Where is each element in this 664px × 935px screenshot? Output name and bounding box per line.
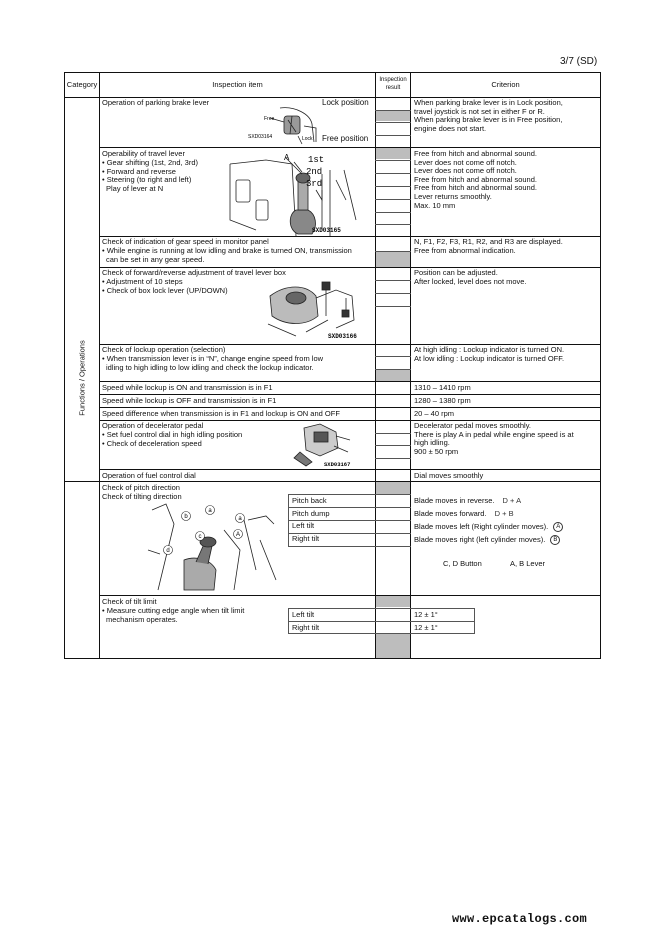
criterion-left-tilt: Blade moves left (Right cylinder moves). A: [414, 522, 563, 532]
criterion-speed-lockup-on: 1310 – 1410 rpm: [414, 383, 471, 392]
svg-text:A: A: [284, 153, 290, 162]
footer-website[interactable]: www.epcatalogs.com: [452, 912, 588, 926]
result-cell-shaded: [376, 148, 410, 159]
criterion-speed-difference: 20 – 40 rpm: [414, 409, 455, 418]
item-speed-difference: Speed difference when transmission is in F1 and lockup is ON and OFF: [102, 409, 340, 418]
item-travel-lever-details: • Gear shifting (1st, 2nd, 3rd) • Forward and reverse • Steering (to right and left) Play of lever at N: [102, 158, 199, 193]
page-number: 3/7 (SD): [560, 56, 598, 67]
combo-pitch-dump: D + B: [494, 509, 514, 518]
parking-brake-figure: [240, 102, 320, 146]
combo-right-tilt: B: [550, 535, 560, 545]
result-cell-shaded: [376, 369, 410, 381]
item-parking-brake-title: Operation of parking brake lever: [102, 98, 210, 107]
header-inspection-item: Inspection item: [212, 80, 263, 89]
result-cell-shaded: [376, 633, 410, 658]
sub-right-tilt: Right tilt: [292, 534, 320, 543]
criterion-travel-lever: Free from hitch and abnormal sound. Lever does not come off notch. Lever does not come off notch. Free from hitch and abnormal sound. Free from hitch and abnormal sound. Lever returns smoothly. Max. 10 mm: [414, 149, 537, 210]
sub-left-tilt: Left tilt: [292, 521, 315, 530]
item-fr-adjustment-details: • Adjustment of 10 steps • Check of box lock lever (UP/DOWN): [102, 277, 228, 295]
item-lockup-title: Check of lockup operation (selection): [102, 345, 226, 354]
criterion-tilt-limit-right: 12 ± 1°: [414, 623, 438, 632]
svg-text:Lock: Lock: [302, 136, 313, 142]
result-cell-shaded: [376, 596, 410, 607]
decelerator-figure: [290, 422, 360, 470]
svg-text:SXD03165: SXD03165: [312, 227, 341, 234]
svg-text:a: a: [208, 508, 212, 514]
combo-pitch-back: D + A: [502, 496, 522, 505]
svg-text:b: b: [184, 514, 188, 520]
parking-lock-label: Lock position: [322, 98, 369, 107]
svg-text:A: A: [235, 532, 241, 538]
item-decelerator-details: • Set fuel control dial in high idling position • Check of deceleration speed: [102, 430, 243, 448]
fr-adjustment-figure: [266, 276, 374, 342]
item-fuel-dial: Operation of fuel control dial: [102, 471, 196, 480]
item-travel-lever-title: Operability of travel lever: [102, 149, 185, 158]
sub-tilt-limit-left: Left tilt: [292, 610, 315, 619]
item-tilt-limit-details: • Measure cutting edge angle when tilt limit mechanism operates.: [102, 606, 245, 624]
svg-text:a: a: [238, 516, 242, 522]
svg-text:SXD03166: SXD03166: [328, 333, 357, 340]
header-inspection-result: Inspection result: [379, 77, 407, 91]
item-decelerator-title: Operation of decelerator pedal: [102, 421, 204, 430]
svg-text:SXD03167: SXD03167: [324, 461, 351, 468]
item-lockup-details: • When transmission lever is in “N”, change engine speed from low idling to high idling to low idling and check the lockup indicator.: [102, 354, 324, 372]
criterion-parking-brake: When parking brake lever is in Lock position, travel joystick is not set in either F or R. When parking brake lever is in Free position, engine does not start.: [414, 98, 563, 133]
svg-text:2nd: 2nd: [306, 167, 323, 177]
criterion-gear-speed: N, F1, F2, F3, R1, R2, and R3 are displayed. Free from abnormal indication.: [414, 237, 563, 255]
criterion-lockup: At high idling : Lockup indicator is turned ON. At low idling : Lockup indicator is turned OFF.: [414, 345, 565, 363]
criterion-tilt-limit-left: 12 ± 1°: [414, 610, 438, 619]
sub-tilt-limit-right: Right tilt: [292, 623, 320, 632]
criterion-pitch-dump: Blade moves forward. D + B: [414, 509, 514, 518]
criterion-pitch-back: Blade moves in reverse. D + A: [414, 496, 522, 505]
header-criterion: Criterion: [491, 80, 520, 89]
item-gear-speed-details: • While engine is running at low idling and brake is turned ON, transmission can be set in any gear speed.: [102, 246, 352, 264]
combo-left-tilt: A: [553, 522, 563, 532]
criterion-speed-lockup-off: 1280 – 1380 rpm: [414, 396, 471, 405]
header-category: Category: [66, 80, 98, 89]
svg-text:d: d: [166, 548, 170, 554]
criterion-decelerator: Decelerator pedal moves smoothly. There is play A in pedal while engine speed is at high idling. 900 ± 50 rpm: [414, 421, 574, 456]
sub-pitch-back: Pitch back: [292, 496, 327, 505]
item-tilt-direction-title: Check of tilting direction: [102, 492, 182, 501]
item-pitch-direction-title: Check of pitch direction: [102, 483, 180, 492]
result-cell-shaded: [376, 482, 410, 494]
criterion-fuel-dial: Dial moves smoothly: [414, 471, 484, 480]
criterion-fr-adjustment: Position can be adjusted. After locked, level does not move.: [414, 268, 527, 286]
result-cell-shaded: [376, 110, 410, 121]
criterion-right-tilt: Blade moves right (left cylinder moves). B: [414, 535, 560, 545]
category-label: Functions / Operations: [77, 340, 87, 416]
svg-text:3rd: 3rd: [306, 179, 323, 189]
travel-lever-figure: [226, 150, 374, 236]
item-fr-adjustment-title: Check of forward/reverse adjustment of travel lever box: [102, 268, 286, 277]
svg-text:Free: Free: [264, 116, 275, 122]
legend-button: C, D Button: [443, 559, 482, 568]
svg-text:SXD03164: SXD03164: [248, 134, 273, 140]
svg-text:1st: 1st: [308, 155, 325, 165]
pitch-tilt-figure: [144, 500, 286, 596]
legend-lever: A, B Lever: [510, 559, 546, 568]
parking-free-label: Free position: [322, 134, 369, 143]
result-cell-shaded: [376, 251, 410, 267]
item-speed-lockup-off: Speed while lockup is OFF and transmission is in F1: [102, 396, 277, 405]
svg-text:c: c: [198, 534, 202, 540]
sub-pitch-dump: Pitch dump: [292, 509, 330, 518]
item-speed-lockup-on: Speed while lockup is ON and transmission is in F1: [102, 383, 273, 392]
item-gear-speed-title: Check of indication of gear speed in monitor panel: [102, 237, 269, 246]
item-tilt-limit-title: Check of tilt limit: [102, 597, 157, 606]
